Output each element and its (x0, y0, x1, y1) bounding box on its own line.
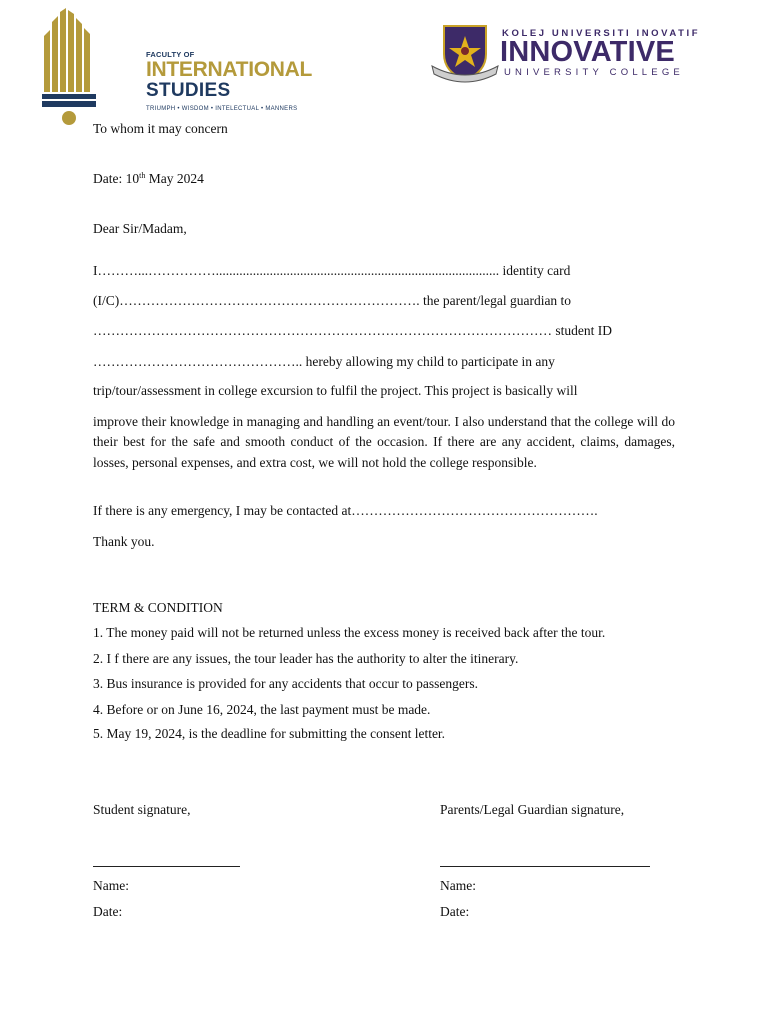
responsibility-paragraph: improve their knowledge in managing and handling an event/tour. I also understand that the college will do their best for the safe and smooth conduct of the occasion. If there are any accident, claims, damages, losses, personal expenses, and extra cost, we will not hold the college responsible. (93, 414, 675, 470)
guardian-name-label: Name: (440, 878, 476, 893)
date-line (93, 171, 204, 187)
student-signature-line (93, 866, 240, 867)
term-item: 3. Bus insurance is provided for any accidents that occur to passengers. (93, 676, 479, 691)
logo-university-college: UNIVERSITY COLLEGE (504, 67, 684, 78)
pillars-icon (38, 6, 108, 128)
college-logo (430, 20, 715, 86)
term-item: 4. Before or on June 16, 2024, the last payment must be made. (93, 702, 431, 717)
guardian-signature-label: Parents/Legal Guardian signature, (440, 802, 625, 817)
logo-kolej-universiti: KOLEJ UNIVERSITI INOVATIF (502, 28, 701, 39)
student-date-label: Date: (93, 904, 123, 919)
term-item: 5. May 19, 2024, is the deadline for submitting the consent letter. (93, 726, 446, 741)
logo-faculty-of: FACULTY OF (146, 50, 195, 59)
student-name-label: Name: (93, 878, 129, 893)
salutation: Dear Sir/Madam, (93, 221, 187, 236)
student-signature-label: Student signature, (93, 802, 191, 817)
logo-tagline: TRIUMPH • WISDOM • INTELECTUAL • MANNERS (146, 106, 298, 112)
to-whom-line: To whom it may concern (93, 121, 228, 136)
logo-innovative: INNOVATIVE (500, 36, 675, 68)
date-suffix: May 2024 (145, 171, 204, 186)
logo-international: INTERNATIONAL (146, 58, 313, 81)
logo-studies: STUDIES (146, 80, 231, 101)
guardian-date-label: Date: (440, 904, 470, 919)
crest-icon (430, 22, 500, 84)
emergency-line: If there is any emergency, I may be contacted at………………………………………………. (93, 503, 598, 518)
thank-you: Thank you. (93, 534, 155, 549)
allowing-line: ……………………………………….. hereby allowing my child to participate in any (93, 354, 555, 369)
faculty-logo (38, 6, 313, 128)
term-item: 1. The money paid will not be returned unless the excess money is received back after the tour. (93, 625, 606, 640)
terms-heading: TERM & CONDITION (93, 600, 223, 615)
guardian-signature-line (440, 866, 650, 867)
student-id-line: ………………………………………………………………………………………… student ID (93, 323, 612, 338)
date-ordinal: th (139, 171, 146, 180)
ic-guardian-line: (I/C)…………………………………………………………. the parent/legal guardian to (93, 293, 572, 308)
identity-line: I………...…………….................................................................................... identity card (93, 263, 571, 278)
term-item: 2. I f there are any issues, the tour leader has the authority to alter the itinerary. (93, 651, 519, 666)
date-prefix: Date: 10 (93, 171, 140, 186)
excursion-line: trip/tour/assessment in college excursion to fulfil the project. This project is basically will (93, 383, 578, 398)
